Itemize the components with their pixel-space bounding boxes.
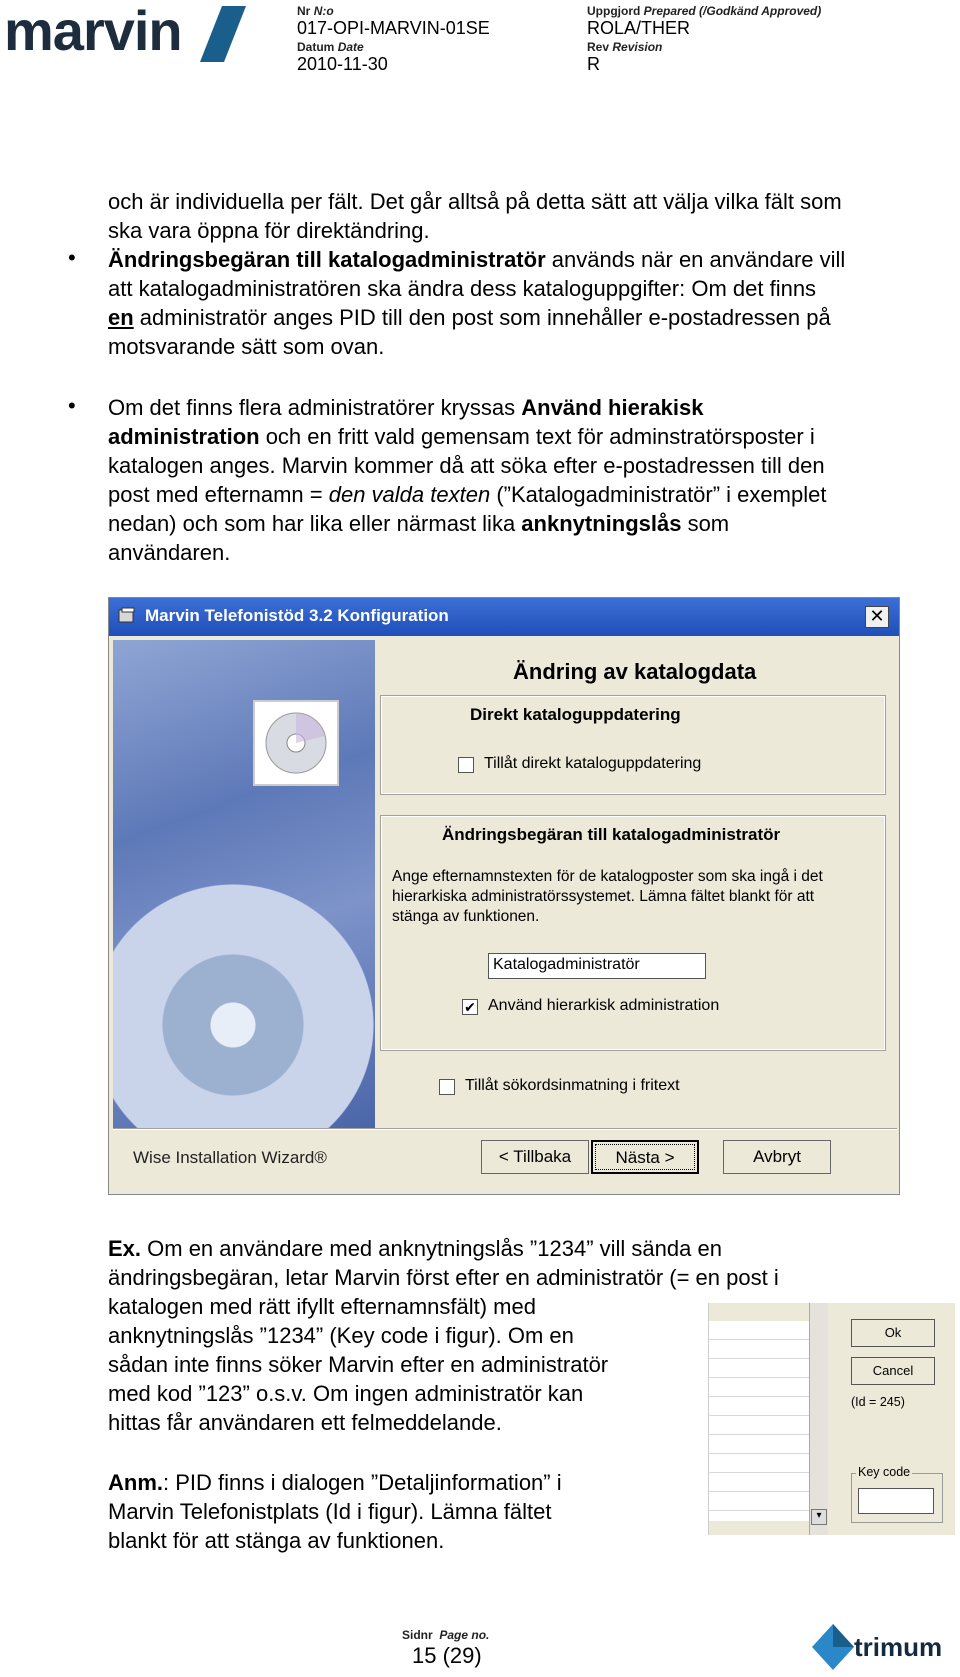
use-hierarchical-admin-checkbox[interactable]: ✔ — [462, 999, 478, 1015]
page-number: 15 (29) — [412, 1643, 482, 1668]
marvin-logo-text: marvin — [4, 0, 182, 62]
key-code-group — [851, 1465, 943, 1523]
scrollbar[interactable] — [809, 1303, 828, 1535]
footer-separator — [113, 1128, 897, 1130]
next-button[interactable]: Nästa > — [591, 1140, 699, 1174]
document-number: 017-OPI-MARVIN-01SE — [297, 18, 490, 38]
group-admin-request-title: Ändringsbegäran till katalogadministratör — [442, 825, 781, 844]
wizard-side-image — [113, 640, 375, 1128]
revision-label: Rev Revision — [587, 40, 663, 54]
id-text: (Id = 245) — [851, 1395, 905, 1409]
revision-value: R — [587, 54, 600, 74]
bullet-hierarchical-admin: Om det finns flera administratörer kryssas Använd hierakisk administration och en fritt vald gemensam text för adminstratörsposter i katalogen anges. Marvin kommer då att söka efter e-postadressen till den post med efternamn = den valda texten (”Katalogadministratör” i exemplet nedan) och som har lika eller närmast lika anknytningslås som användaren. — [108, 395, 827, 565]
admin-surname-input[interactable]: Katalogadministratör — [488, 953, 706, 979]
back-button[interactable]: < Tillbaka — [481, 1140, 589, 1174]
key-code-label: Key code — [858, 1465, 911, 1479]
nr-label: Nr N:o — [297, 4, 334, 18]
note-paragraph: Anm.: PID finns i dialogen ”Detaljinformation” i Marvin Telefonistplats (Id i figur). Lämna fältet blankt för att stänga av funktionen. — [108, 1470, 562, 1553]
cancel-button[interactable]: Avbryt — [723, 1140, 831, 1174]
group-direct-update-title: Direkt kataloguppdatering — [470, 705, 681, 724]
allow-freetext-search-checkbox[interactable] — [439, 1079, 455, 1095]
ok-button[interactable]: Ok — [851, 1319, 935, 1347]
trimum-logo-icon — [810, 1622, 856, 1672]
use-hierarchical-admin-label: Använd hierarkisk administration — [488, 997, 720, 1014]
trimum-logo-text: trimum — [854, 1632, 943, 1662]
example-paragraph: Ex. Om en användare med anknytningslås ”1234” vill sända en ändringsbegäran, letar Marvin först efter en administratör (= en post i katalogen med rätt ifyllt efternamnsfält) med anknytningslås ”1234” (Key code i figur). Om en sådan inte finns söker Marvin efter en administratör med kod ”123” o.s.v. Om ingen administratör kan hittas får användaren ett felmeddelande. — [108, 1236, 779, 1435]
date-label: Datum Date — [297, 40, 364, 54]
group-admin-request-description: Ange efternamnstexten för de katalogposter som ska ingå i det hierarkiska administratörssystemet. Lämna fältet blankt för att stänga av funktionen. — [392, 868, 823, 925]
bullet-change-request: Ändringsbegäran till katalogadministratör används när en användare vill att katalogadministratören ska ändra dess kataloguppgifter: Om det finns en administratör anges PID till den post som innehåller e-postadressen på motsvarande sätt som ovan. — [108, 247, 846, 359]
close-button[interactable]: ✕ — [865, 606, 889, 628]
group-direct-update — [381, 696, 885, 794]
paragraph-intro: och är individuella per fält. Det går alltså på detta sätt att välja vilka fält som ska vara öppna för direktändring. — [108, 189, 842, 243]
bullet-icon: • — [68, 245, 76, 270]
scroll-down-icon[interactable]: ▾ — [811, 1509, 827, 1525]
group-admin-request — [381, 816, 885, 1050]
dialog-titlebar — [109, 598, 899, 636]
prepared-label: Uppgjord Prepared (/Godkänd Approved) — [587, 4, 822, 18]
bullet-icon: • — [68, 393, 76, 418]
allow-freetext-search-label: Tillåt sökordsinmatning i fritext — [465, 1077, 680, 1094]
detail-dialog-screenshot — [708, 1303, 955, 1535]
app-icon — [117, 606, 137, 626]
dialog-heading: Ändring av katalogdata — [513, 659, 757, 684]
allow-direct-update-label: Tillåt direkt kataloguppdatering — [484, 755, 702, 772]
key-code-input[interactable] — [858, 1488, 934, 1514]
allow-direct-update-checkbox[interactable] — [458, 757, 474, 773]
cd-icon — [253, 700, 339, 786]
wise-installation-wizard-brand: Wise Installation Wizard® — [133, 1148, 327, 1167]
document-date: 2010-11-30 — [297, 54, 388, 74]
dialog-title: Marvin Telefonistöd 3.2 Konfiguration — [145, 606, 449, 625]
page-number-label: Sidnr Page no. — [402, 1628, 490, 1642]
marvin-logo-slash-icon — [200, 6, 246, 62]
prepared-by: ROLA/THER — [587, 18, 691, 38]
configuration-dialog — [108, 597, 900, 1195]
list-area — [709, 1321, 809, 1521]
small-cancel-button[interactable]: Cancel — [851, 1357, 935, 1385]
